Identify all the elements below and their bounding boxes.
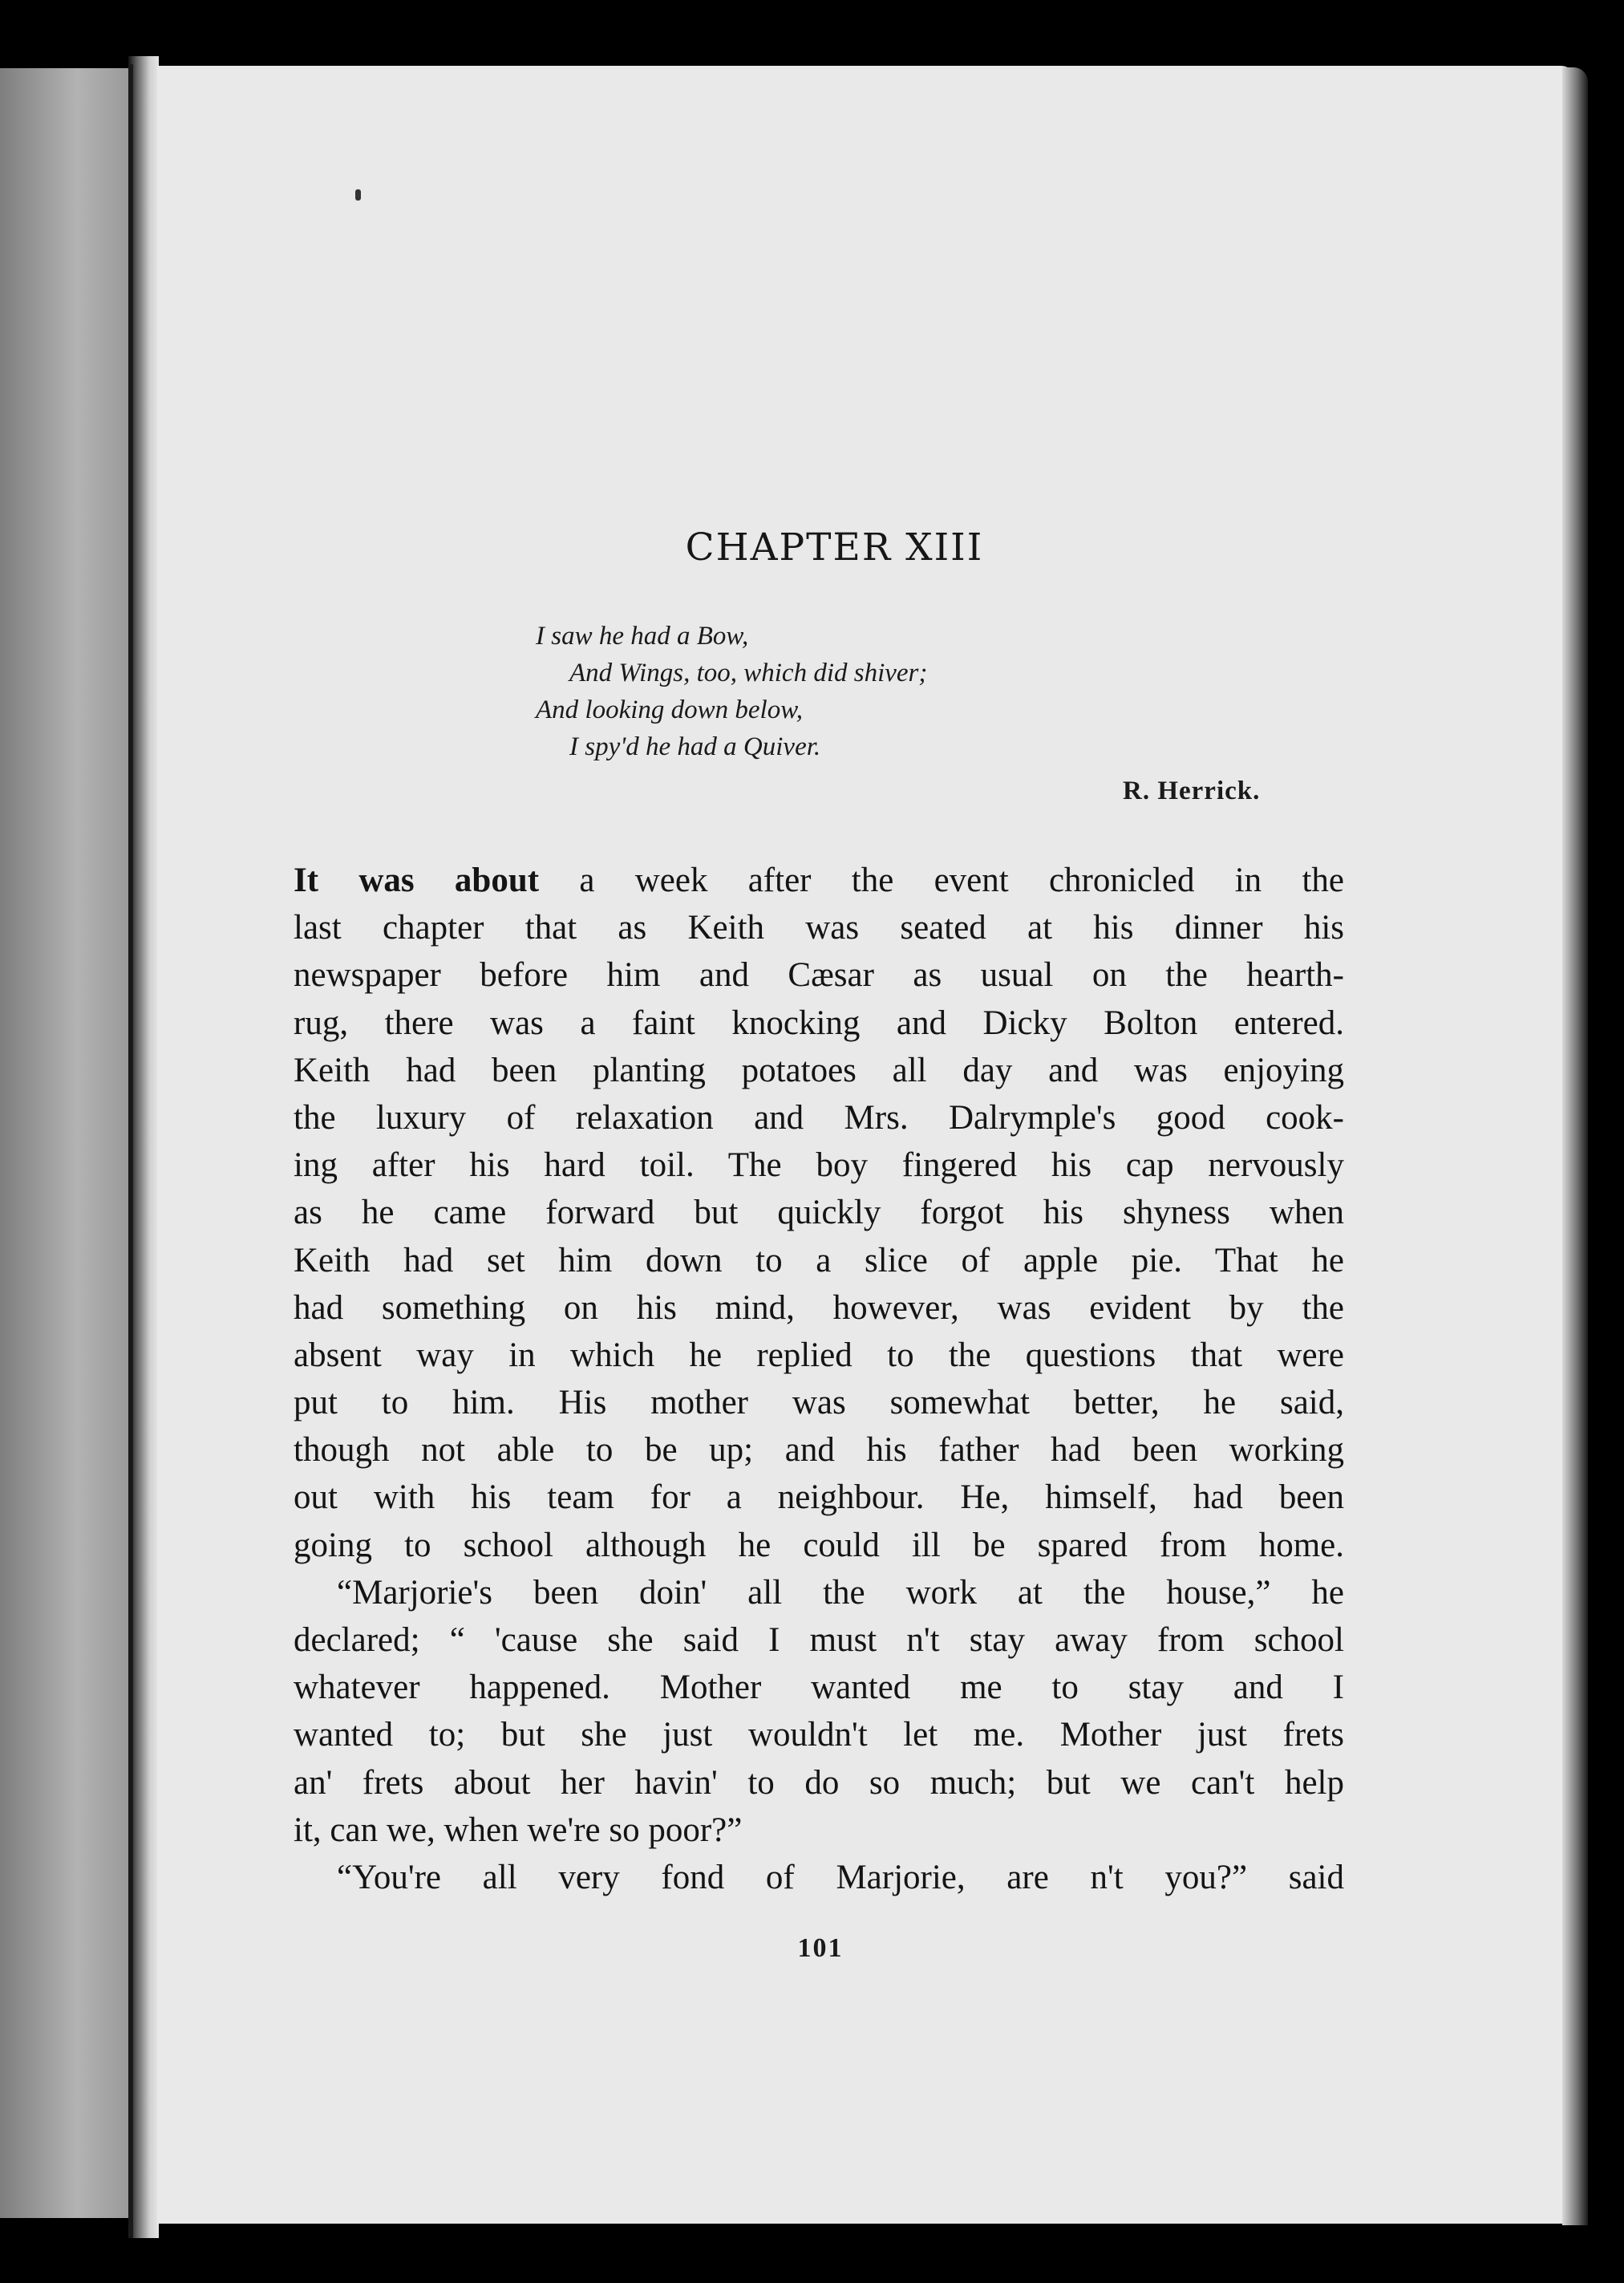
gutter-shadow xyxy=(128,64,133,2238)
body-text xyxy=(294,857,1344,1901)
body-line: the luxury of relaxation and Mrs. Dalrymple's good cook- xyxy=(294,1098,1344,1137)
epigraph-line: And Wings, too, which did shiver; xyxy=(569,659,928,687)
body-line: an' frets about her havin' to do so much; but we can't help xyxy=(294,1763,1344,1802)
body-line: though not able to be up; and his father had been working xyxy=(294,1431,1344,1470)
body-line: as he came forward but quickly forgot his shyness when xyxy=(294,1194,1344,1232)
body-line: wanted to; but she just wouldn't let me. Mother just frets xyxy=(294,1716,1344,1754)
body-line: newspaper before him and Cæsar as usual on the hearth- xyxy=(294,956,1344,995)
body-line: absent way in which he replied to the questions that were xyxy=(294,1336,1344,1374)
body-line: put to him. His mother was somewhat better, he said, xyxy=(294,1384,1344,1422)
epigraph xyxy=(536,618,1257,765)
body-line: had something on his mind, however, was evident by the xyxy=(294,1288,1344,1327)
epigraph-line: I saw he had a Bow, xyxy=(536,622,749,651)
ink-speck xyxy=(355,189,361,201)
epigraph-line: And looking down below, xyxy=(536,695,804,724)
lead-words: It was about xyxy=(294,862,540,899)
body-line: ing after his hard toil. The boy fingered his cap nervously xyxy=(294,1146,1344,1185)
body-line: Keith had been planting potatoes all day and was enjoying xyxy=(294,1051,1344,1089)
body-line: declared; “ 'cause she said I must n't stay away from school xyxy=(294,1621,1344,1659)
body-line: it, can we, when we're so poor?” xyxy=(294,1811,743,1849)
epigraph-line: I spy'd he had a Quiver. xyxy=(569,732,821,761)
body-line: going to school although he could ill be spared from home. xyxy=(294,1526,1344,1564)
page-number: 101 xyxy=(797,1933,844,1963)
body-line: Keith had set him down to a slice of apple pie. That he xyxy=(294,1241,1344,1279)
page-right-edge xyxy=(1562,67,1588,2225)
body-line xyxy=(294,857,1344,904)
body-line-rest: a week after the event chronicled in the xyxy=(539,862,1344,899)
body-line: rug, there was a faint knocking and Dicky Bolton entered. xyxy=(294,1004,1344,1042)
body-line: “Marjorie's been doin' all the work at the house,” he xyxy=(337,1573,1344,1612)
chapter-title: CHAPTER XIII xyxy=(685,525,984,570)
body-line: last chapter that as Keith was seated at his dinner his xyxy=(294,909,1344,947)
body-line: out with his team for a neighbour. He, himself, had been xyxy=(294,1478,1344,1517)
epigraph-attribution: R. Herrick. xyxy=(1123,777,1261,805)
previous-page-edge xyxy=(0,68,128,2218)
body-line: whatever happened. Mother wanted me to stay and I xyxy=(294,1669,1344,1707)
body-line: “You're all very fond of Marjorie, are n't you?” said xyxy=(337,1858,1344,1896)
